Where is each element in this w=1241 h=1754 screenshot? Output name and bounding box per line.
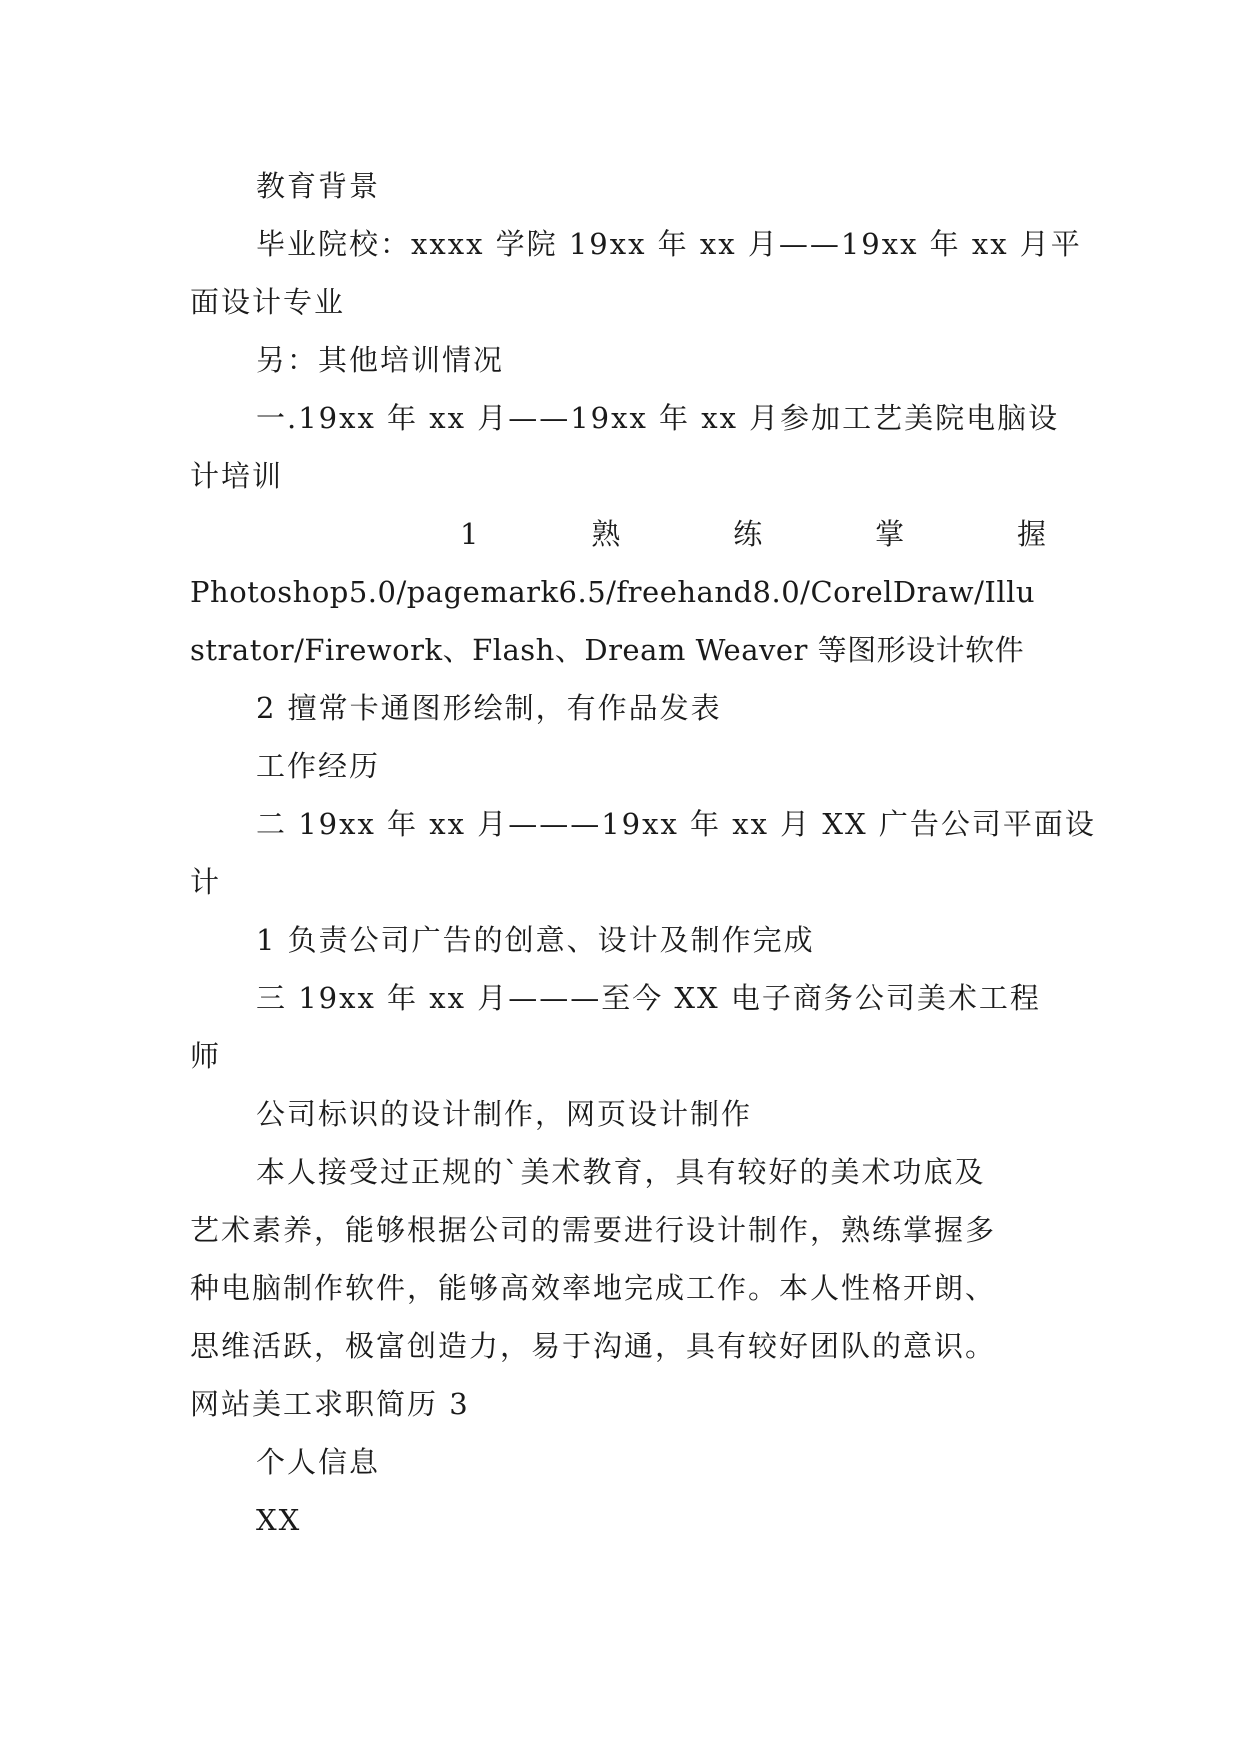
paragraph-line: 公司标识的设计制作，网页设计制作 bbox=[256, 1097, 753, 1131]
paragraph-line: 2 擅常卡通图形绘制，有作品发表 bbox=[256, 691, 722, 725]
paragraph-line: 本人接受过正规的`美术教育，具有较好的美术功底及 bbox=[256, 1155, 986, 1189]
paragraph-line: 计 bbox=[190, 865, 222, 899]
paragraph-line: 毕业院校：xxxx 学院 19xx 年 xx 月——19xx 年 xx 月平 bbox=[256, 227, 1082, 261]
paragraph-line: 思维活跃，极富创造力，易于沟通，具有较好团队的意识。 bbox=[190, 1329, 997, 1363]
paragraph-line: 另：其他培训情况 bbox=[256, 343, 505, 377]
paragraph-line: 种电脑制作软件，能够高效率地完成工作。本人性格开朗、 bbox=[190, 1271, 997, 1305]
paragraph-line: 艺术素养，能够根据公司的需要进行设计制作，熟练掌握多 bbox=[190, 1213, 997, 1247]
section-heading-personal: 个人信息 bbox=[256, 1445, 381, 1479]
justified-word: 练 bbox=[733, 517, 765, 551]
justified-word: 熟 bbox=[591, 517, 623, 551]
justified-word: 握 bbox=[1016, 517, 1048, 551]
paragraph-line: 面设计专业 bbox=[190, 285, 346, 319]
paragraph-line: Photoshop5.0/pagemark6.5/freehand8.0/CorelDraw/Illu bbox=[190, 575, 1036, 609]
paragraph-line: strator/Firework、Flash、Dream Weaver 等图形设计软件 bbox=[190, 633, 1025, 667]
section-heading-education: 教育背景 bbox=[256, 169, 381, 203]
paragraph-line: 师 bbox=[190, 1039, 222, 1073]
justified-word: 掌 bbox=[875, 517, 907, 551]
document-title: 网站美工求职简历 3 bbox=[190, 1387, 470, 1421]
paragraph-line: 计培训 bbox=[190, 459, 284, 493]
document-page bbox=[190, 157, 1096, 1549]
section-heading-work: 工作经历 bbox=[256, 749, 381, 783]
paragraph-line: 一.19xx 年 xx 月——19xx 年 xx 月参加工艺美院电脑设 bbox=[256, 401, 1060, 435]
paragraph-line: 二 19xx 年 xx 月———19xx 年 xx 月 XX 广告公司平面设 bbox=[256, 807, 1096, 841]
justified-word: 1 bbox=[460, 517, 481, 551]
paragraph-line: 1 负责公司广告的创意、设计及制作完成 bbox=[256, 923, 815, 957]
paragraph-line: 三 19xx 年 xx 月———至今 XX 电子商务公司美术工程 bbox=[256, 981, 1041, 1015]
paragraph-line: XX bbox=[256, 1503, 302, 1537]
justified-line bbox=[190, 505, 1048, 563]
